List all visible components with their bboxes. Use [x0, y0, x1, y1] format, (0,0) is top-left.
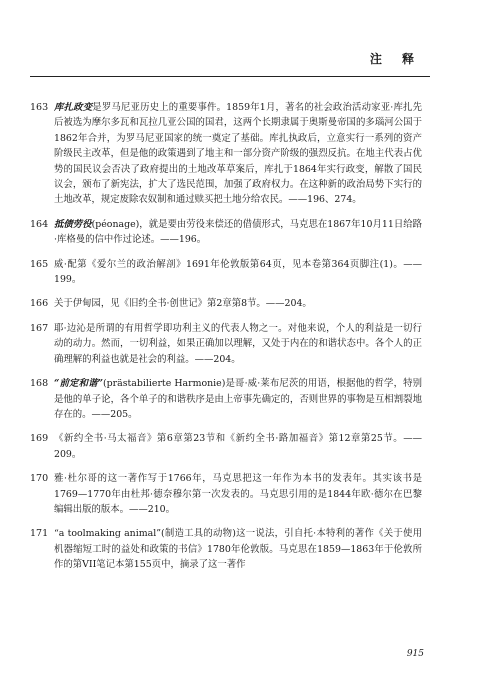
note-term: 库扎政变 — [54, 102, 93, 113]
note-number: 166 — [30, 298, 49, 310]
note-text: “a toolmaking animal”(制造工具的动物)这一说法，引自托·本特利的著作《关于使用机器缩短工时的益处和政策的书信》1780年伦敦版。马克思在1859—1863年于伦敦所作的第VII笔记本第155页中，摘录了这一著作 — [54, 528, 422, 571]
note-171 — [30, 526, 422, 572]
note-number: 171 — [30, 528, 49, 540]
note-number: 165 — [30, 258, 49, 270]
note-body — [54, 526, 422, 572]
note-number: 168 — [30, 378, 49, 390]
note-number: 167 — [30, 322, 49, 334]
note-166 — [30, 296, 422, 311]
note-body — [54, 321, 422, 367]
note-168 — [30, 376, 422, 422]
note-number: 169 — [30, 433, 49, 445]
note-number: 170 — [30, 473, 49, 485]
header-rule — [30, 76, 430, 77]
note-169 — [30, 431, 422, 462]
note-text: 是罗马尼亚历史上的重要事件。1859年1月，著名的社会政治活动家亚·库扎先后被选为摩尔多瓦和瓦拉几亚公国的国君，这两个长期隶属于奥斯曼帝国的多瑙河公国于1862年合并，为罗马尼亚国家的统一奠定了基础。库扎执政后，立意实行一系列的资产阶级民主改革，但是他的政策遇到了地主和一部分资产阶级的强烈反抗。在地主代表占优势的国民议会否决了政府提出的土地改革草案后，库扎于1864年实行政变，解散了国民议会，颁布了新宪法，扩大了选民范围，加强了政府权力。在这种新的政治局势下实行的土地改革，规定废除农奴制和通过赎买把土地分给农民。——196、274。 — [54, 102, 422, 206]
note-text: 雅·杜尔哥的这一著作写于1766年，马克思把这一年作为本书的发表年。其实该书是1769—1770年由杜邦·德奈穆尔第一次发表的。马克思引用的是1844年欧·德尔在巴黎编辑出版的版本。——210。 — [54, 473, 422, 515]
note-170 — [30, 471, 422, 517]
note-text: 关于伊甸园，见《旧约全书·创世记》第2章第8节。——204。 — [54, 298, 312, 310]
note-body — [54, 296, 422, 311]
note-text: (prästabilierte Harmonie)是哥·威·莱布尼茨的用语，根据他的哲学，特别是他的单子论，各个单子的和谐秩序是由上帝事先确定的，否则世界的事物是互相割裂地存在的。——205。 — [54, 378, 422, 420]
note-body — [54, 376, 422, 422]
note-text: 威·配第《爱尔兰的政治解剖》1691年伦敦版第64页，见本卷第364页脚注(1)。——199。 — [54, 258, 422, 286]
note-text: (péonage)，就是要由劳役来偿还的借债形式，马克思在1867年10月11日给路·库格曼的信中作过论述。——196。 — [54, 218, 422, 246]
note-text: 《新约全书·马太福音》第6章第23节和《新约全书·路加福音》第12章第25节。——209。 — [54, 433, 422, 460]
note-body — [54, 217, 422, 248]
note-163 — [30, 100, 422, 208]
note-body — [54, 257, 422, 288]
note-body — [54, 100, 422, 208]
notes-list — [30, 100, 422, 582]
note-text: 耶·边沁是所谓的有用哲学即功利主义的代表人物之一。对他来说，个人的利益是一切行动的动力。然而，一切利益，如果正确加以理解，又处于内在的和谐状态中。各个人的正确理解的利益也就是社会的利益。——204。 — [54, 322, 422, 365]
note-number: 163 — [30, 102, 49, 113]
note-167 — [30, 321, 422, 367]
note-body — [54, 431, 422, 462]
page-number: 915 — [406, 649, 424, 659]
note-term: 抵债劳役 — [54, 218, 92, 230]
note-165 — [30, 257, 422, 288]
note-number: 164 — [30, 218, 49, 230]
note-body — [54, 471, 422, 517]
note-164 — [30, 217, 422, 248]
note-term: “前定和谐” — [54, 378, 103, 390]
page-header-title: 注 释 — [369, 52, 422, 66]
